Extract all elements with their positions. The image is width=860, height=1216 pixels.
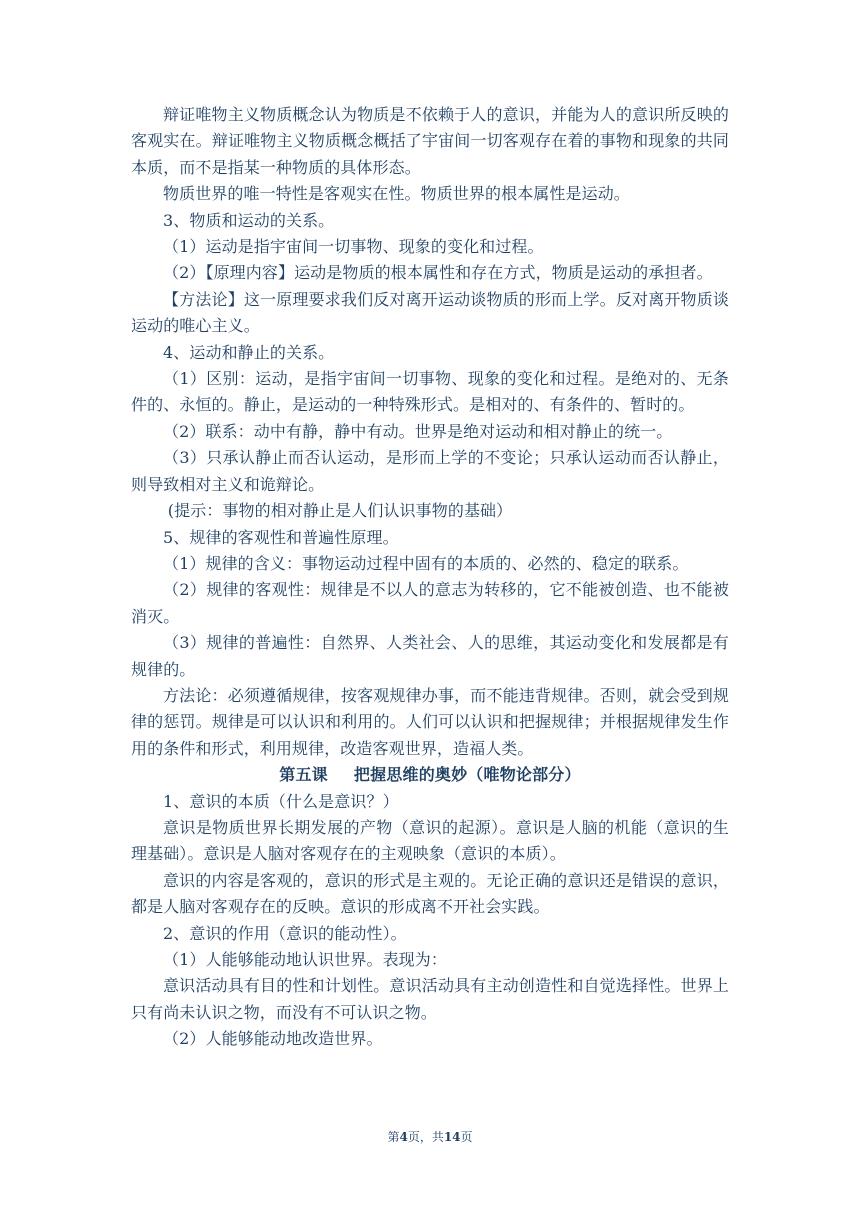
paragraph-motion-definition: （1）运动是指宇宙间一切事物、现象的变化和过程。	[163, 237, 544, 257]
paragraph-law-methodology: 方法论：必须遵循规律，按客观规律办事，而不能违背规律。否则，就会受到规律的惩罚。规律是可以认识和利用的。人们可以认识和把握规律；并根据规律发生作用的条件和形式，利用规律，改造客观世界，造福人类。	[131, 685, 729, 758]
footer-current-page: 4	[399, 1130, 408, 1144]
footer-middle: 页，共	[407, 1130, 444, 1144]
footer-total-pages: 14	[443, 1130, 461, 1144]
footer-suffix: 页	[460, 1130, 473, 1144]
paragraph-connection: （2）联系：动中有静，静中有动。世界是绝对运动和相对静止的统一。	[163, 421, 673, 441]
paragraph-matter-property: 物质世界的唯一特性是客观实在性。物质世界的根本属性是运动。	[163, 184, 630, 204]
section-title	[131, 762, 729, 788]
paragraph-principle-content: （2）【原理内容】运动是物质的根本属性和存在方式，物质是运动的承担者。	[163, 263, 713, 283]
section-topic: 把握思维的奥妙（唯物论部分）	[353, 765, 581, 785]
heading-consciousness-nature: 1、意识的本质（什么是意识？）	[163, 791, 399, 811]
paragraph-consciousness-activity: 意识活动具有目的性和计划性。意识活动具有主动创造性和自觉选择性。世界上只有尚未认识之物，而没有不可认识之物。	[131, 976, 729, 1022]
section-lesson: 第五课	[279, 765, 328, 785]
paragraph-matter-concept: 辩证唯物主义物质概念认为物质是不依赖于人的意识，并能为人的意识所反映的客观实在。辩证唯物主义物质概念概括了宇宙间一切客观存在着的事物和现象的共同本质，而不是指某一种物质的具体形态。	[131, 105, 729, 177]
document-body	[131, 102, 729, 1053]
heading-matter-motion: 3、物质和运动的关系。	[163, 210, 335, 230]
heading-motion-rest: 4、运动和静止的关系。	[163, 342, 335, 362]
paragraph-difference: （1）区别：运动，是指宇宙间一切事物、现象的变化和过程。是绝对的、无条件的、永恒的。静止，是运动的一种特殊形式。是相对的、有条件的、暂时的。	[131, 369, 729, 415]
paragraph-know-world: （1）人能够能动地认识世界。表现为：	[163, 950, 447, 969]
paragraph-tip: (提示：事物的相对静止是人们认识事物的基础）	[167, 501, 513, 521]
paragraph-law-meaning: （1）规律的含义：事物运动过程中固有的本质的、必然的、稳定的联系。	[163, 553, 689, 573]
paragraph-consciousness-origin: 意识是物质世界长期发展的产物（意识的起源）。意识是人脑的机能（意识的生理基础）。意识是人脑对客观存在的主观映象（意识的本质）。	[131, 817, 729, 864]
paragraph-metaphysics: （3）只承认静止而否认运动，是形而上学的不变论；只承认运动而否认静止，则导致相对主义和诡辩论。	[131, 448, 729, 494]
paragraph-law-objectivity: （2）规律的客观性：规律是不以人的意志为转移的，它不能被创造、也不能被消灭。	[131, 580, 729, 626]
paragraph-consciousness-content: 意识的内容是客观的，意识的形式是主观的。无论正确的意识还是错误的意识，都是人脑对客观存在的反映。意识的形成离不开社会实践。	[131, 870, 729, 917]
page-footer	[0, 1128, 860, 1145]
heading-consciousness-role: 2、意识的作用（意识的能动性）。	[163, 923, 407, 943]
heading-law-principle: 5、规律的客观性和普遍性原理。	[163, 527, 399, 547]
footer-prefix: 第	[387, 1130, 400, 1144]
paragraph-law-universality: （3）规律的普遍性：自然界、人类社会、人的思维，其运动变化和发展都是有规律的。	[131, 633, 729, 679]
paragraph-methodology-motion: 【方法论】这一原理要求我们反对离开运动谈物质的形而上学。反对离开物质谈运动的唯心主义。	[131, 289, 729, 336]
paragraph-transform-world: （2）人能够能动地改造世界。	[163, 1029, 383, 1049]
